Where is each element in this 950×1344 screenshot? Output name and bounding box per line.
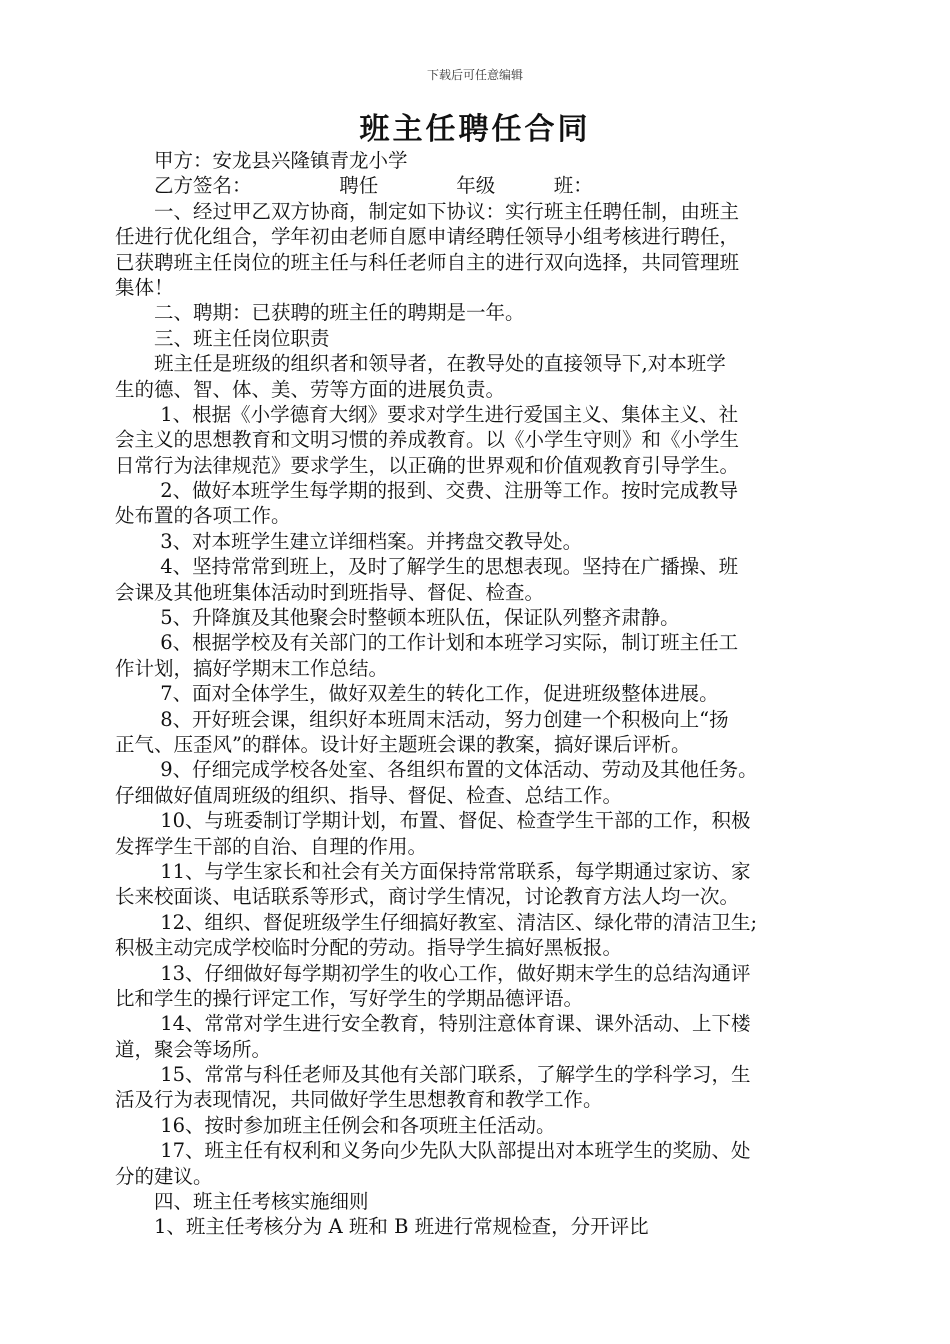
paragraph-line: 14、常常对学生进行安全教育，特别注意体育课、课外活动、上下楼	[115, 1012, 751, 1036]
paragraph-line: 2、做好本班学生每学期的报到、交费、注册等工作。按时完成教导	[115, 479, 739, 503]
paragraph-line: 8、开好班会课，组织好本班周末活动，努力创建一个积极向上“扬	[115, 707, 729, 731]
paragraph-line: 6、根据学校及有关部门的工作计划和本班学习实际，制订班主任工	[115, 631, 739, 655]
paragraph-line: 生的德、智、体、美、劳等方面的进展负责。	[115, 377, 506, 401]
paragraph-line: 5、升降旗及其他聚会时整顿本班队伍，保证队列整齐肃静。	[115, 606, 680, 630]
paragraph-line: 15、常常与科任老师及其他有关部门联系，了解学生的学科学习，生	[115, 1063, 751, 1087]
paragraph-line: 7、面对全体学生，做好双差生的转化工作，促进班级整体进展。	[115, 682, 719, 706]
header-note: 下载后可任意编辑	[426, 68, 523, 82]
paragraph-line: 11、与学生家长和社会有关方面保持常常联系，每学期通过家访、家	[115, 859, 751, 883]
paragraph-line: 1、班主任考核分为 A 班和 B 班进行常规检查，分开评比	[115, 1215, 649, 1239]
paragraph-line: 三、班主任岗位职责	[115, 326, 330, 350]
paragraph-line: 12、组织、督促班级学生仔细搞好教室、清洁区、绿化带的清洁卫生;	[115, 910, 758, 934]
document-body	[115, 148, 840, 1240]
paragraph-line: 发挥学生干部的自治、自理的作用。	[115, 834, 428, 858]
paragraph-line: 长来校面谈、电话联系等形式，商讨学生情况，讨论教育方法人均一次。	[115, 885, 740, 909]
paragraph-line: 处布置的各项工作。	[115, 504, 291, 528]
paragraph-line: 正气、压歪风”的群体。设计好主题班会课的教案，搞好课后评析。	[115, 732, 691, 756]
paragraph-line: 作计划，搞好学期末工作总结。	[115, 656, 389, 680]
paragraph-line: 3、对本班学生建立详细档案。并拷盘交教导处。	[115, 529, 583, 553]
paragraph-line: 集体！	[115, 275, 174, 299]
paragraph-line: 一、经过甲乙双方协商，制定如下协议：实行班主任聘任制，由班主	[115, 199, 740, 223]
paragraph-line: 仔细做好值周班级的组织、指导、督促、检查、总结工作。	[115, 783, 623, 807]
paragraph-line: 道，聚会等场所。	[115, 1037, 272, 1061]
paragraph-line: 比和学生的操行评定工作，写好学生的学期品德评语。	[115, 986, 584, 1010]
paragraph-line: 4、坚持常常到班上，及时了解学生的思想表现。坚持在广播操、班	[115, 555, 739, 579]
paragraph-line: 16、按时参加班主任例会和各项班主任活动。	[115, 1113, 556, 1137]
paragraph-line: 四、班主任考核实施细则	[115, 1190, 369, 1214]
paragraph-line: 已获聘班主任岗位的班主任与科任老师自主的进行双向选择，共同管理班	[115, 250, 740, 274]
paragraph-line: 10、与班委制订学期计划，布置、督促、检查学生干部的工作，积极	[115, 809, 751, 833]
paragraph-line: 积极主动完成学校临时分配的劳动。指导学生搞好黑板报。	[115, 936, 623, 960]
paragraph-line: 甲方：安龙县兴隆镇青龙小学	[115, 149, 408, 172]
paragraph-line: 会主义的思想教育和文明习惯的养成教育。以《小学生守则》和《小学生	[115, 428, 740, 452]
paragraph-line: 日常行为法律规范》要求学生，以正确的世界观和价值观教育引导学生。	[115, 453, 740, 477]
paragraph-line: 乙方签名： 聘任 年级 班：	[115, 174, 593, 198]
paragraph-line: 17、班主任有权利和义务向少先队大队部提出对本班学生的奖励、处	[115, 1139, 751, 1163]
paragraph-line: 13、仔细做好每学期初学生的收心工作，做好期末学生的总结沟通评	[115, 961, 751, 985]
paragraph-line: 会课及其他班集体活动时到班指导、督促、检查。	[115, 580, 545, 604]
paragraph-line: 任进行优化组合，学年初由老师自愿申请经聘任领导小组考核进行聘任，	[115, 225, 740, 249]
document-title: 班主任聘任合同	[359, 112, 591, 147]
paragraph-line: 二、聘期：已获聘的班主任的聘期是一年。	[115, 301, 525, 325]
paragraph-line: 班主任是班级的组织者和领导者，在教导处的直接领导下,对本班学	[115, 352, 726, 376]
paragraph-line: 9、仔细完成学校各处室、各组织布置的文体活动、劳动及其他任务。	[115, 758, 758, 782]
paragraph-line: 活及行为表现情况，共同做好学生思想教育和教学工作。	[115, 1088, 603, 1112]
paragraph-line: 分的建议。	[115, 1164, 213, 1188]
paragraph-line: 1、根据《小学德育大纲》要求对学生进行爱国主义、集体主义、社	[115, 402, 739, 426]
